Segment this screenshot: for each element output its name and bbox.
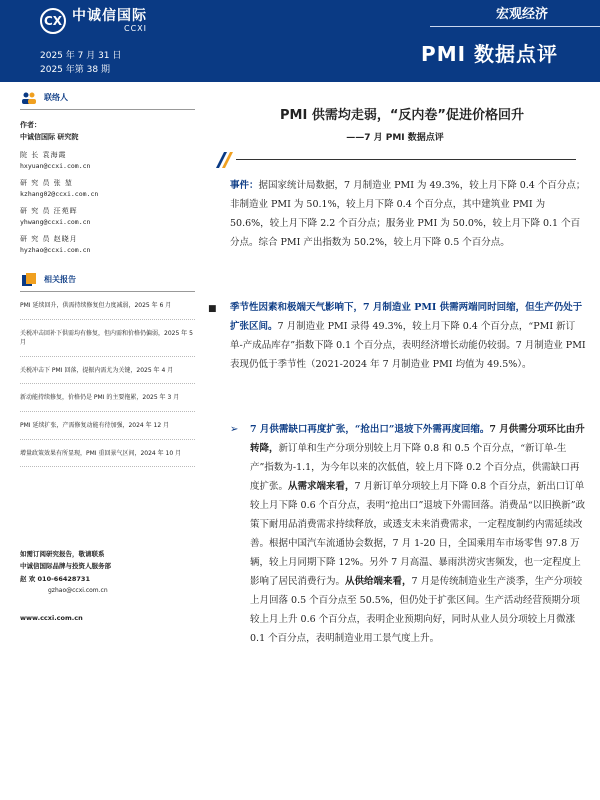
report-series-title: PMI 数据点评 [421,42,558,66]
sidebar [20,86,195,766]
contacts-block [20,120,195,254]
company-logo [40,8,147,34]
arrow-bullet-icon: ➢ [230,424,239,435]
related-report-link[interactable]: 关税冲击回补下供需均有修复，但内需和价格仍偏弱，2025 年 5 月 [20,329,195,357]
related-report-link[interactable]: PMI 延续扩张，产需修复动能有待加强，2024 年 12 月 [20,421,195,440]
event-paragraph [230,176,586,252]
key-point-2 [226,420,586,648]
title-divider [236,159,576,160]
point-2-text-3: 7 月是传统制造业生产淡季，生产分项较上月回落 0.5 个百分点至 50.5%，但仍处于扩张区间。生产活动经营预期分项较上月上升 0.6 个百分点，表明企业预期向好，同时从业人员分项较上月微涨 0.1 个百分点，表明制造业用工景气度上升。 [250,576,583,644]
point-2-heading: 7 月供需缺口再度扩张，“抢出口”退坡下外需再度回缩。 [250,424,490,435]
key-point-1 [204,298,586,374]
point-1-heading: 季节性因素和极端天气影响下，7 月制造业 PMI 供需两端同时回缩，但生产仍处于扩张区间。 [230,302,583,332]
person-name: 研 究 员 赵晓月 [20,235,78,243]
report-category: 宏观经济 [495,7,548,22]
point-2-lead-3: 从供给端来看， [345,576,412,587]
person-name: 研 究 员 汪苑晖 [20,207,78,215]
related-report-link[interactable]: 新动能持续修复，价格仍是 PMI 的主要拖累，2025 年 3 月 [20,393,195,412]
section-marker-icon [214,148,236,170]
contact-person [20,206,195,226]
related-report-link[interactable]: PMI 延续回升，供需持续修复但力度减弱，2025 年 6 月 [20,301,195,320]
header-divider [430,26,600,27]
subscribe-line-2: 中诚信国际品牌与投资人服务部 [20,562,111,571]
point-2-lead-1: 7 月供需分项环比由升转降， [250,424,585,454]
logo-en: CCXI [123,24,147,33]
person-name: 院 长 袁海霞 [20,151,67,159]
related-report-link[interactable]: 增量政策效果有所显现，PMI 重回景气区间，2024 年 10 月 [20,449,195,468]
contacts-label: 联络人 [44,93,68,102]
report-title: PMI 供需均走弱，“反内卷”促进价格回升 [280,108,524,123]
contact-person [20,150,195,170]
report-header [0,0,600,82]
subscribe-line-1: 如需订阅研究报告，敬请联系 [20,550,105,558]
square-bullet-icon: ■ [208,304,217,314]
subscribe-email[interactable]: gzhao@ccxi.com.cn [48,587,108,595]
contact-person [20,178,195,198]
person-email[interactable]: hxyuan@ccxi.com.cn [20,162,91,170]
event-text: 据国家统计局数据，7 月制造业 PMI 为 49.3%，较上月下降 0.4 个百分点；非制造业 PMI 为 50.1%，较上月下降 0.4 个百分点，其中建筑业 PMI 为 50.6%，较上月下降 2.2 个百分点；服务业 PMI 为 50.0%，较上月下降 0.1 个百分点。综合 PMI 产出指数为 50.2%，较上月下降 0.5 个百分点。 [230,180,586,248]
contact-person [20,234,195,254]
reports-heading [20,268,195,292]
subscription-info [20,548,195,622]
point-2-lead-2: 从需求端来看， [288,481,355,492]
person-email[interactable]: hyzhao@ccxi.com.cn [20,246,91,254]
related-reports [20,268,195,467]
point-1-text: 7 月制造业 PMI 录得 49.3%，较上月下降 0.4 个百分点，“PMI 新订单-产成品库存”指数下降 0.1 个百分点，表明经济增长动能仍较弱。7 月制造业 PMI 表现仍低于季节性（2021-2024 年 7 月制造业 PMI 均值为 49.5%）。 [230,321,586,370]
report-issue: 2025 年第 38 期 [40,65,110,75]
person-name: 研 究 员 张 堃 [20,179,73,187]
website-link[interactable]: www.ccxi.com.cn [20,614,83,623]
report-subtitle: ——7 月 PMI 数据点评 [346,133,444,143]
point-2-text-2: 7 月新订单分项较上月下降 0.8 个百分点，新出口订单较上月下降 0.6 个百分点，表明“抢出口”退坡下外需回落。消费品“以旧换新”政策下耐用品消费需求持续释放，或透支未来消费需求，一定程度制约内需延续改善。根据中国汽车流通协会数据，7 月 1-20 日，全国乘用车市场零售 97.8 万辆，较上月同期下降 12%。另外 7 月高温、暴雨洪涝灾害频发，也一定程度上影响了居民消费行为。 [250,481,586,587]
person-email[interactable]: kzhang02@ccxi.com.cn [20,190,99,198]
event-label: 事件： [230,180,259,191]
people-icon [20,89,38,107]
author-label: 作者： [20,121,41,129]
logo-cn: 中诚信国际 [72,8,147,24]
point-2-text-1: 新订单和生产分项分别较上月下降 0.8 和 0.5 个百分点，“新订单-生产”指数为-1.1，为今年以来的次低值，较上月下降 0.2 个百分点，供需缺口再度扩张。 [250,443,580,492]
report-icon [20,271,38,289]
related-report-link[interactable]: 关税冲击下 PMI 回落，提振内需尤为关键，2025 年 4 月 [20,366,195,385]
contacts-heading [20,86,195,110]
report-date: 2025 年 7 月 31 日 [40,51,122,61]
subscribe-contact: 赵 欢 010-66428731 [20,574,90,583]
person-email[interactable]: yhwang@ccxi.com.cn [20,218,91,226]
author-org: 中诚信国际 研究院 [20,133,79,141]
reports-label: 相关报告 [44,275,76,284]
logo-mark: CX [40,8,66,34]
